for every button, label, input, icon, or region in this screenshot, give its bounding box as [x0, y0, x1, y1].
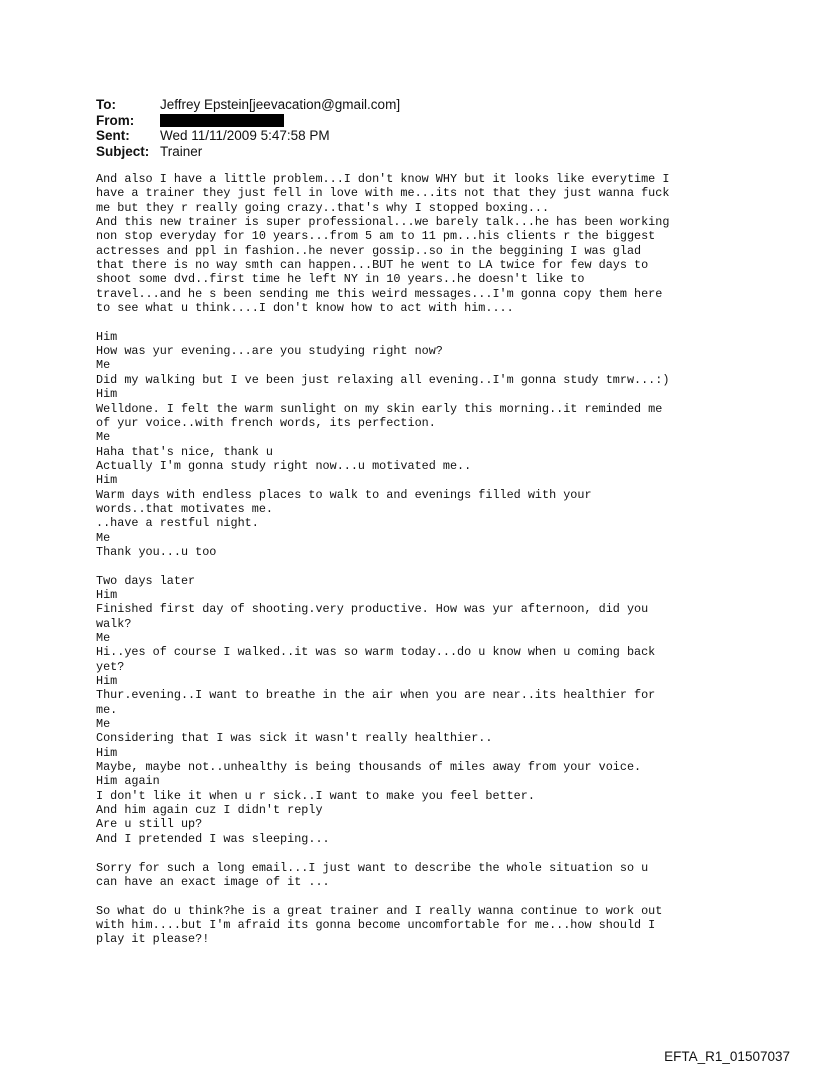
body-line: Him — [96, 473, 118, 488]
body-line: ..have a restful night. — [96, 516, 259, 531]
body-line: Me — [96, 430, 111, 445]
email-header — [96, 97, 400, 159]
body-line: Sorry for such a long email...I just want to describe the whole situation so u — [96, 860, 649, 875]
body-line: Did my walking but I ve been just relaxing all evening..I'm gonna study tmrw...:) — [96, 372, 670, 387]
subject-value: Trainer — [160, 143, 203, 159]
body-line: Him — [96, 329, 118, 344]
body-line: Actually I'm gonna study right now...u motivated me.. — [96, 458, 472, 473]
body-line: Me — [96, 358, 111, 373]
body-line: And I pretended I was sleeping... — [96, 831, 330, 846]
body-line: Finished first day of shooting.very productive. How was yur afternoon, did you — [96, 602, 649, 617]
body-line: Me — [96, 631, 111, 645]
subject-row — [96, 144, 400, 160]
body-line: travel...and he s been sending me this weird messages...I'm gonna copy them here — [96, 286, 663, 301]
body-line: Him again — [96, 774, 160, 789]
body-line: So what do u think?he is a great trainer and I really wanna continue to work out — [96, 903, 663, 918]
body-line: And also I have a little problem...I don't know WHY but it looks like everytime I — [96, 172, 670, 186]
body-line: And him again cuz I didn't reply — [96, 803, 323, 818]
body-line: Me — [96, 530, 111, 545]
sent-label: Sent: — [96, 128, 130, 143]
body-line: of yur voice..with french words, its perfection. — [96, 415, 436, 430]
body-line: Me — [96, 717, 111, 732]
body-line: Considering that I was sick it wasn't really healthier.. — [96, 731, 493, 746]
body-line: And this new trainer is super professional...we barely talk...he has been working — [96, 215, 670, 230]
body-line: I don't like it when u r sick..I want to make you feel better. — [96, 788, 535, 803]
sent-value: Wed 11/11/2009 5:47:58 PM — [160, 128, 330, 143]
to-value: Jeffrey Epstein[jeevacation@gmail.com] — [160, 97, 401, 112]
body-line: non stop everyday for 10 years...from 5 am to 11 pm...his clients r the biggest — [96, 229, 656, 244]
body-line: Two days later — [96, 573, 196, 588]
body-line: can have an exact image of it ... — [96, 874, 330, 889]
body-line: shoot some dvd..first time he left NY in 10 years..he doesn't like to — [96, 272, 585, 287]
body-line: Him — [96, 387, 118, 402]
body-line — [96, 559, 736, 573]
body-line: yet? — [96, 659, 125, 674]
body-line: actresses and ppl in fashion..he never gossip..so in the beggining I was glad — [96, 243, 642, 258]
body-line: me. — [96, 702, 118, 717]
redaction-bar — [160, 114, 284, 127]
body-line — [96, 315, 736, 329]
body-line: play it please?! — [96, 932, 210, 947]
body-line: walk? — [96, 616, 132, 631]
body-line — [96, 846, 736, 860]
body-line: Are u still up? — [96, 817, 203, 832]
body-line: Him — [96, 674, 118, 689]
body-line: Him — [96, 587, 118, 602]
body-line: have a trainer they just fell in love with me...its not that they just wanna fuck — [96, 186, 670, 201]
body-line: Thank you...u too — [96, 544, 217, 559]
document-id: EFTA_R1_01507037 — [664, 1049, 790, 1064]
email-body — [96, 172, 736, 947]
body-line: Him — [96, 745, 118, 760]
body-line: How was yur evening...are you studying right now? — [96, 344, 443, 359]
sent-row — [96, 128, 400, 144]
from-row — [96, 113, 400, 129]
body-line: Welldone. I felt the warm sunlight on my skin early this morning..it reminded me — [96, 401, 663, 416]
body-line: Thur.evening..I want to breathe in the air when you are near..its healthier for — [96, 688, 656, 703]
body-line: Warm days with endless places to walk to and evenings filled with your — [96, 487, 592, 502]
body-line: Hi..yes of course I walked..it was so warm today...do u know when u coming back — [96, 645, 656, 660]
body-line: that there is no way smth can happen...BUT he went to LA twice for few days to — [96, 258, 649, 273]
body-line: Maybe, maybe not..unhealthy is being thousands of miles away from your voice. — [96, 760, 642, 775]
from-label: From: — [96, 112, 135, 128]
body-line: words..that motivates me. — [96, 501, 273, 516]
body-line: Haha that's nice, thank u — [96, 444, 273, 459]
to-row — [96, 97, 400, 113]
body-line: with him....but I'm afraid its gonna become uncomfortable for me...how should I — [96, 917, 656, 932]
subject-label: Subject: — [96, 143, 150, 159]
to-label: To: — [96, 97, 116, 112]
body-line: me but they r really going crazy..that's why I stopped boxing... — [96, 200, 550, 215]
body-line — [96, 889, 736, 903]
body-line: to see what u think....I don't know how to act with him.... — [96, 301, 514, 316]
